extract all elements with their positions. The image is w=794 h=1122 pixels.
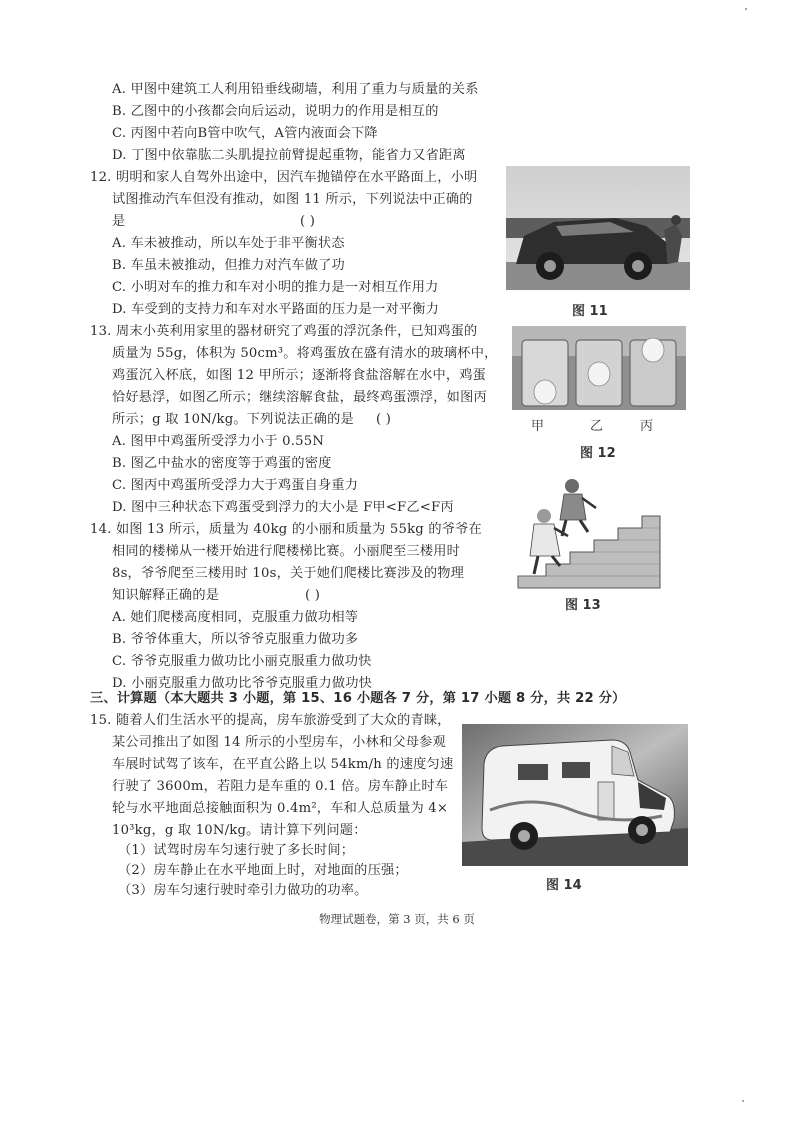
q14-stem-line2: 相同的楼梯从一楼开始进行爬楼梯比赛。小丽爬至三楼用时: [112, 544, 461, 559]
q14-stem-line3: 8s，爷爷爬至三楼用时 10s，关于她们爬楼比赛涉及的物理: [112, 566, 465, 581]
q15-subquestion-3: （3）房车匀速行驶时牵引力做功的功率。: [118, 883, 368, 898]
q11-option-c: C. 丙图中若向B管中吹气，A管内液面会下降: [112, 126, 378, 141]
q15-stem-line6: 10³kg，g 取 10N/kg。请计算下列问题：: [112, 823, 367, 838]
q13-stem-line4: 恰好悬浮，如图乙所示；继续溶解食盐，最终鸡蛋漂浮，如图丙: [112, 390, 487, 405]
q12-option-b: B. 车虽未被推动，但推力对汽车做了功: [112, 258, 345, 273]
q14-option-a: A. 她们爬楼高度相同，克服重力做功相等: [112, 610, 359, 625]
q13-option-d: D. 图中三种状态下鸡蛋受到浮力的大小是 F甲<F乙<F丙: [112, 500, 454, 515]
q11-option-b: B. 乙图中的小孩都会向后运动，说明力的作用是相互的: [112, 104, 439, 119]
q12-option-d: D. 车受到的支持力和车对水平路面的压力是一对平衡力: [112, 302, 439, 317]
figure-12-label-jia: 甲: [531, 419, 545, 434]
q15-subquestion-1: （1）试驾时房车匀速行驶了多长时间；: [118, 843, 355, 858]
q11-option-a: A. 甲图中建筑工人利用铅垂线砌墙，利用了重力与质量的关系: [112, 82, 479, 97]
scan-speck: [745, 8, 747, 10]
q15-subquestion-2: （2）房车静止在水平地面上时，对地面的压强；: [118, 863, 408, 878]
q14-stem-line1: 14. 如图 13 所示，质量为 40kg 的小丽和质量为 55kg 的爷爷在: [90, 522, 482, 537]
figure-12-label-yi: 乙: [590, 419, 604, 434]
figure-11-image: [506, 166, 690, 290]
q15-stem-line1: 15. 随着人们生活水平的提高，房车旅游受到了大众的青睐，: [90, 713, 451, 728]
figure-12-label-bing: 丙: [640, 419, 654, 434]
q12-option-c: C. 小明对车的推力和车对小明的推力是一对相互作用力: [112, 280, 439, 295]
q13-option-c: C. 图丙中鸡蛋所受浮力大于鸡蛋自身重力: [112, 478, 359, 493]
q15-stem-line5: 轮与水平地面总接触面积为 0.4m²，车和人总质量为 4×: [112, 801, 449, 816]
q14-option-c: C. 爷爷克服重力做功比小丽克服重力做功快: [112, 654, 372, 669]
q14-stem-line4: 知识解释正确的是: [112, 588, 220, 603]
q13-option-a: A. 图甲中鸡蛋所受浮力小于 0.55N: [112, 434, 325, 449]
scan-speck: [742, 1100, 744, 1102]
q12-stem-line2: 试图推动汽车但没有推动，如图 11 所示，下列说法中正确的: [112, 192, 473, 207]
figure-14-caption: 图 14: [546, 878, 582, 893]
page-footer: 物理试题卷，第 3 页，共 6 页: [319, 912, 475, 926]
q13-stem-line1: 13. 周末小英利用家里的器材研究了鸡蛋的浮沉条件，已知鸡蛋的: [90, 324, 478, 339]
q15-stem-line4: 行驶了 3600m，若阻力是车重的 0.1 倍。房车静止时车: [112, 779, 449, 794]
q11-option-d: D. 丁图中依靠肱二头肌提拉前臂提起重物，能省力又省距离: [112, 148, 466, 163]
q13-option-b: B. 图乙中盐水的密度等于鸡蛋的密度: [112, 456, 332, 471]
q14-option-b: B. 爷爷体重大，所以爷爷克服重力做功多: [112, 632, 359, 647]
figure-12-image: [512, 326, 686, 410]
q13-stem-line5: 所示；g 取 10N/kg。下列说法正确的是: [112, 412, 354, 427]
q14-option-d: D. 小丽克服重力做功比爷爷克服重力做功快: [112, 676, 373, 691]
figure-13-image: [512, 472, 662, 592]
q14-answer-paren: ( ): [305, 588, 321, 603]
q12-stem-line3: 是: [112, 214, 126, 229]
q15-stem-line3: 车展时试驾了该车，在平直公路上以 54km/h 的速度匀速: [112, 757, 454, 772]
q12-stem-line1: 12. 明明和家人自驾外出途中，因汽车抛锚停在水平路面上，小明: [90, 170, 478, 185]
figure-11-caption: 图 11: [572, 304, 608, 319]
section-3-heading: 三、计算题（本大题共 3 小题，第 15、16 小题各 7 分，第 17 小题 8 分，共 22 分）: [90, 691, 626, 706]
q13-stem-line3: 鸡蛋沉入杯底，如图 12 甲所示；逐渐将食盐溶解在水中，鸡蛋: [112, 368, 487, 383]
q15-stem-line2: 某公司推出了如图 14 所示的小型房车，小林和父母参观: [112, 735, 446, 750]
q13-answer-paren: ( ): [376, 412, 392, 427]
figure-14-image: [462, 724, 688, 866]
q12-answer-paren: ( ): [300, 214, 316, 229]
q12-option-a: A. 车未被推动，所以车处于非平衡状态: [112, 236, 345, 251]
figure-13-caption: 图 13: [565, 598, 601, 613]
q13-stem-line2: 质量为 55g，体积为 50cm³。将鸡蛋放在盛有清水的玻璃杯中，: [112, 346, 498, 361]
figure-12-caption: 图 12: [580, 446, 616, 461]
